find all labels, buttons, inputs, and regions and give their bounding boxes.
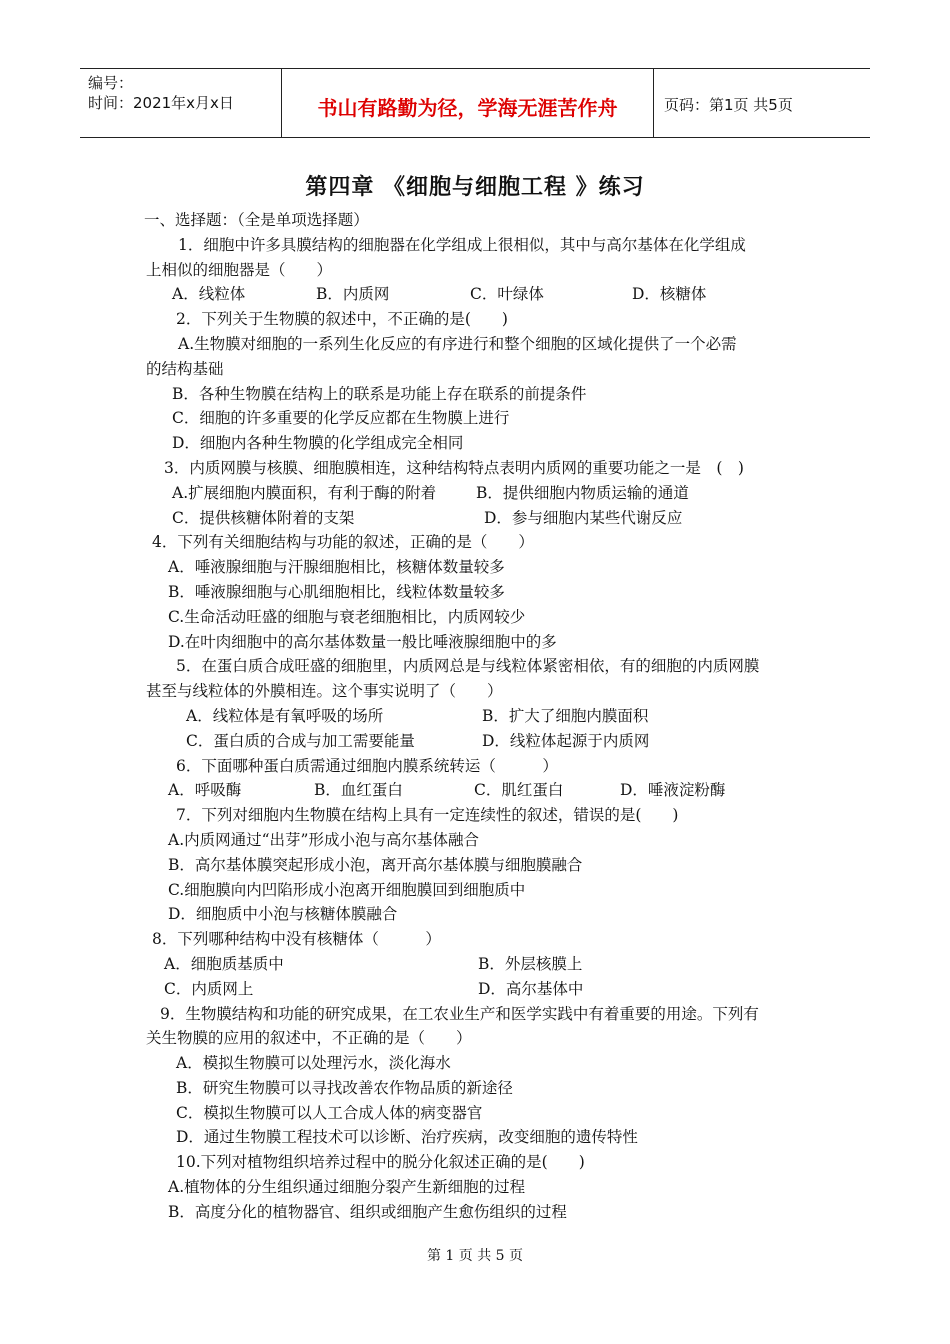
- q8-option-d: D．高尔基体中: [478, 979, 584, 998]
- q8-stem: 8．下列哪种结构中没有核糖体（ ）: [152, 930, 441, 949]
- q8-option-c: C．内质网上: [164, 979, 254, 998]
- q9-stem: 9．生物膜结构和功能的研究成果，在工农业生产和医学实践中有着重要的用途。下列有: [160, 1004, 759, 1023]
- section-heading: 一、选择题：（全是单项选择题）: [144, 211, 369, 229]
- q5-stem-cont: 甚至与线粒体的外膜相连。这个事实说明了（ ）: [146, 682, 503, 701]
- q5-option-d: D．线粒体起源于内质网: [482, 731, 650, 750]
- q2-option-c: C．细胞的许多重要的化学反应都在生物膜上进行: [172, 409, 510, 428]
- question-list: [146, 208, 814, 1225]
- q2-option-b: B．各种生物膜在结构上的联系是功能上存在联系的前提条件: [172, 384, 587, 403]
- header-meta-cell: [80, 69, 282, 137]
- q3-option-a: A.扩展细胞内膜面积，有利于酶的附着: [172, 483, 437, 502]
- q1-option-d: D．核糖体: [632, 285, 707, 304]
- q4-option-d: D.在叶肉细胞中的高尔基体数量一般比唾液腺细胞中的多: [168, 632, 557, 651]
- page-info: 页码：第1页 共5页: [664, 95, 793, 114]
- q9-option-c: C．模拟生物膜可以人工合成人体的病变器官: [176, 1103, 483, 1122]
- q8-options-row2: [146, 977, 814, 1002]
- q9-option-a: A．模拟生物膜可以处理污水，淡化海水: [176, 1054, 451, 1073]
- q5-option-b: B．扩大了细胞内膜面积: [482, 706, 649, 725]
- q5-option-a: A．线粒体是有氧呼吸的场所: [186, 706, 384, 725]
- q3-stem: 3．内质网膜与核膜、细胞膜相连，这种结构特点表明内质网的重要功能之一是 ( ): [164, 458, 744, 477]
- motto: 书山有路勤为径，学海无涯苦作舟: [282, 69, 654, 137]
- q1-option-c: C．叶绿体: [470, 285, 544, 304]
- q1-stem: 1．细胞中许多具膜结构的细胞器在化学组成上很相似，其中与高尔基体在化学组成: [178, 235, 746, 254]
- q3-options-row2: [146, 506, 814, 531]
- q1-stem-cont: 上相似的细胞器是（ ）: [146, 260, 333, 279]
- q4-option-c: C.生命活动旺盛的细胞与衰老细胞相比，内质网较少: [168, 607, 526, 626]
- q1-options: [146, 282, 814, 307]
- q1-option-b: B．内质网: [316, 285, 390, 304]
- q3-option-d: D．参与细胞内某些代谢反应: [484, 508, 683, 527]
- q2-option-d: D．细胞内各种生物膜的化学组成完全相同: [172, 434, 464, 453]
- q2-option-a: A.生物膜对细胞的一系列生化反应的有序进行和整个细胞的区域化提供了一个必需: [178, 334, 737, 353]
- q6-option-b: B．血红蛋白: [314, 781, 403, 800]
- page-footer: 第 1 页 共 5 页: [426, 1248, 524, 1264]
- q7-option-b: B．高尔基体膜突起形成小泡，离开高尔基体膜与细胞膜融合: [168, 855, 583, 874]
- q4-option-b: B．唾液腺细胞与心肌细胞相比，线粒体数量较多: [168, 582, 505, 601]
- q1-option-a: A．线粒体: [172, 285, 246, 304]
- page-title: 第四章 《细胞与细胞工程 》练习: [305, 175, 645, 200]
- q4-option-a: A．唾液腺细胞与汗腺细胞相比，核糖体数量较多: [168, 558, 505, 577]
- time-label: 时间：2021年x月x日: [88, 94, 234, 112]
- q9-option-b: B．研究生物膜可以寻找改善农作物品质的新途径: [176, 1078, 513, 1097]
- header-table: [80, 68, 870, 138]
- q2-option-a-cont: 的结构基础: [146, 359, 224, 378]
- q5-options-row1: [146, 704, 814, 729]
- q10-option-a: A.植物体的分生组织通过细胞分裂产生新细胞的过程: [168, 1178, 526, 1197]
- q8-options-row1: [146, 952, 814, 977]
- q7-stem: 7．下列对细胞内生物膜在结构上具有一定连续性的叙述，错误的是( ): [176, 806, 679, 825]
- q3-options-row1: [146, 481, 814, 506]
- q4-stem: 4．下列有关细胞结构与功能的叙述，正确的是（ ）: [152, 533, 534, 552]
- q6-options: [146, 778, 814, 803]
- q9-stem-cont: 关生物膜的应用的叙述中，不正确的是（ ）: [146, 1029, 472, 1048]
- q10-stem: 10.下列对植物组织培养过程中的脱分化叙述正确的是( ): [176, 1153, 585, 1172]
- number-label: 编号：: [88, 74, 134, 92]
- q7-option-c: C.细胞膜向内凹陷形成小泡离开细胞膜回到细胞质中: [168, 880, 526, 899]
- q9-option-d: D．通过生物膜工程技术可以诊断、治疗疾病，改变细胞的遗传特性: [176, 1128, 638, 1147]
- q8-option-a: A．细胞质基质中: [164, 954, 284, 973]
- q7-option-a: A.内质网通过“出芽”形成小泡与高尔基体融合: [168, 830, 479, 849]
- q6-option-a: A．呼吸酶: [168, 781, 242, 800]
- q10-option-b: B．高度分化的植物器官、组织或细胞产生愈伤组织的过程: [168, 1202, 567, 1221]
- q5-stem: 5．在蛋白质合成旺盛的细胞里，内质网总是与线粒体紧密相依，有的细胞的内质网膜: [176, 657, 760, 676]
- q3-option-c: C．提供核糖体附着的支架: [172, 508, 355, 527]
- q5-options-row2: [146, 729, 814, 754]
- q2-stem: 2．下列关于生物膜的叙述中，不正确的是( ): [176, 310, 508, 329]
- q5-option-c: C．蛋白质的合成与加工需要能量: [186, 731, 415, 750]
- q6-option-d: D．唾液淀粉酶: [620, 781, 726, 800]
- q8-option-b: B．外层核膜上: [478, 954, 583, 973]
- q3-option-b: B．提供细胞内物质运输的通道: [476, 483, 689, 502]
- q7-option-d: D．细胞质中小泡与核糖体膜融合: [168, 905, 398, 924]
- q6-option-c: C．肌红蛋白: [474, 781, 564, 800]
- q6-stem: 6．下面哪种蛋白质需通过细胞内膜系统转运（ ）: [176, 756, 558, 775]
